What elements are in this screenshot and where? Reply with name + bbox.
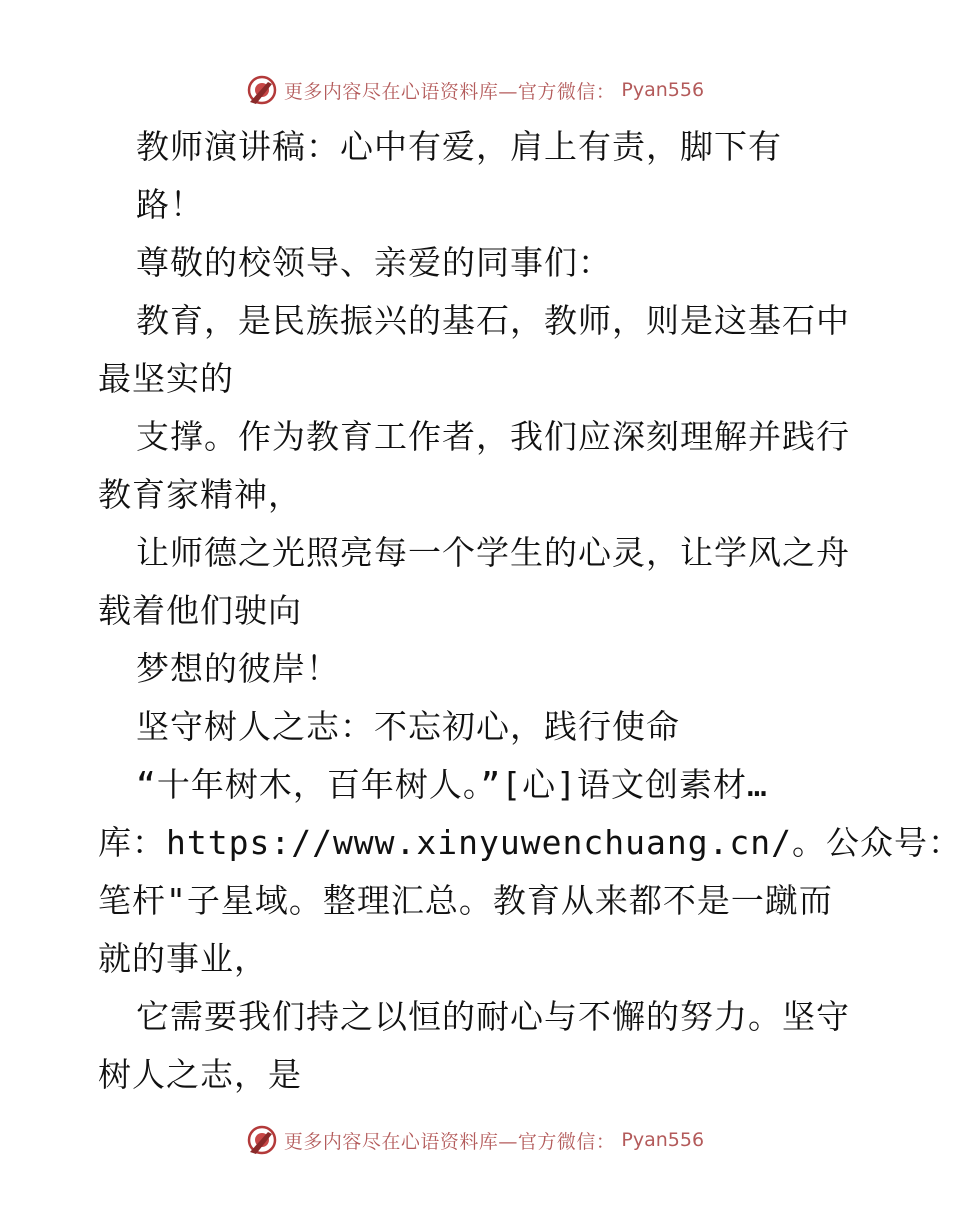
paragraph-line: 载着他们驶向 [98,591,302,630]
paragraph-line: “十年树木，百年树人。”[心]语文创素材… [136,765,768,804]
paragraph-line: 笔杆"子星域。整理汇总。教育从来都不是一蹴而 [98,881,833,920]
header-watermark-banner [0,70,950,110]
red-pen-circle-logo-icon [246,74,278,106]
paragraph-line: 树人之志，是 [98,1055,302,1094]
paragraph-line: 教育家精神， [98,475,302,514]
paragraph-line: 支撑。作为教育工作者，我们应深刻理解并践行 [136,417,850,456]
banner-wechat-id: Pyan556 [621,79,705,101]
paragraph-line: 让师德之光照亮每一个学生的心灵，让学风之舟 [136,533,850,572]
salutation: 尊敬的校领导、亲爱的同事们： [136,243,612,282]
banner-text: 更多内容尽在心语资料库—官方微信： [283,80,616,103]
section-heading: 坚守树人之志：不忘初心，践行使命 [136,707,680,746]
banner-text: 更多内容尽在心语资料库—官方微信： [283,1130,616,1153]
red-pen-circle-logo-icon [246,1124,278,1156]
paragraph-line: 就的事业， [98,939,268,978]
banner-wechat-id: Pyan556 [621,1129,705,1151]
footer-watermark-banner [0,1120,950,1160]
title-line: 教师演讲稿：心中有爱，肩上有责，脚下有 [136,127,782,166]
paragraph-line: 最坚实的 [98,359,234,398]
paragraph-line: 教育，是民族振兴的基石，教师，则是这基石中 [136,301,850,340]
paragraph-line: 库：https://www.xinyuwenchuang.cn/。公众号： [98,823,962,862]
paragraph-line: 它需要我们持之以恒的耐心与不懈的努力。坚守 [136,997,850,1036]
paragraph-line: 梦想的彼岸！ [136,649,340,688]
title-line-continued: 路！ [136,185,204,224]
document-body [98,118,962,1104]
